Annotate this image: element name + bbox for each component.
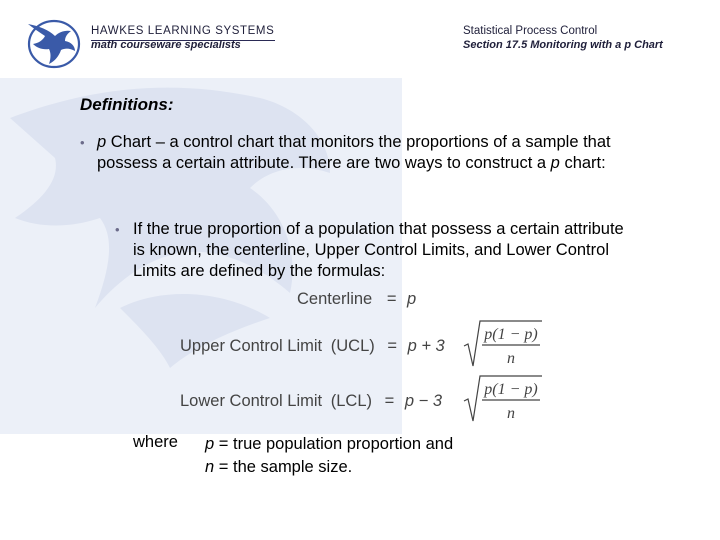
variable-definitions xyxy=(205,433,453,479)
definition-tail: chart: xyxy=(559,154,606,172)
ucl-formula: Upper Control Limit (UCL) = p + 3 xyxy=(180,337,445,355)
ucl-prefix: p + 3 xyxy=(407,337,445,355)
ucl-denominator: n xyxy=(507,350,515,367)
bullet-icon: • xyxy=(115,222,120,237)
lcl-prefix: p − 3 xyxy=(404,392,443,410)
n-definition-text: = the sample size. xyxy=(214,458,353,476)
n-variable: n xyxy=(205,458,215,476)
section-title: Section 17.5 Monitoring with a p Chart xyxy=(463,39,663,51)
ucl-abbr: UCL xyxy=(336,337,370,355)
lcl-denominator: n xyxy=(507,405,515,422)
known-proportion-bullet xyxy=(115,219,625,282)
company-name: HAWKES LEARNING SYSTEMS xyxy=(91,25,275,37)
equals-sign: = xyxy=(387,337,397,355)
p-variable: p xyxy=(205,435,215,453)
lcl-abbr: LCL xyxy=(336,392,367,410)
bullet-icon: • xyxy=(80,135,85,150)
known-proportion-text: If the true proportion of a population that possess a certain attribute is known, the centerline, Upper Control Limits, and Lower Control Limits are defined by the formulas: xyxy=(133,220,624,280)
company-tagline: math courseware specialists xyxy=(91,39,241,51)
p-definition-text: = true population proportion and xyxy=(214,435,454,453)
definition-text: Chart – a control chart that monitors the proportions of a sample that possess a certain attribute. There are two ways to construct a xyxy=(97,133,611,172)
ucl-radical xyxy=(462,318,544,370)
n-definition xyxy=(205,456,453,479)
equals-sign: = xyxy=(386,290,397,308)
topic-title: Statistical Process Control xyxy=(463,25,598,37)
ucl-label: Upper Control Limit xyxy=(180,337,323,355)
p-term: p xyxy=(97,133,107,151)
where-label: where xyxy=(133,433,178,451)
lcl-radical xyxy=(462,373,544,425)
centerline-formula xyxy=(297,290,416,309)
definitions-heading: Definitions: xyxy=(80,95,174,114)
p-term-2: p xyxy=(550,154,560,172)
eagle-logo-icon xyxy=(25,18,83,70)
lcl-formula: Lower Control Limit (LCL) = p − 3 xyxy=(180,392,443,410)
p-definition xyxy=(205,433,453,456)
lcl-numerator: p(1 − p) xyxy=(484,381,538,398)
centerline-value: p xyxy=(407,290,417,308)
centerline-label: Centerline xyxy=(297,290,373,308)
lcl-label: Lower Control Limit xyxy=(180,392,323,410)
ucl-numerator: p(1 − p) xyxy=(484,326,538,343)
equals-sign: = xyxy=(384,392,395,410)
definition-bullet xyxy=(80,132,650,174)
